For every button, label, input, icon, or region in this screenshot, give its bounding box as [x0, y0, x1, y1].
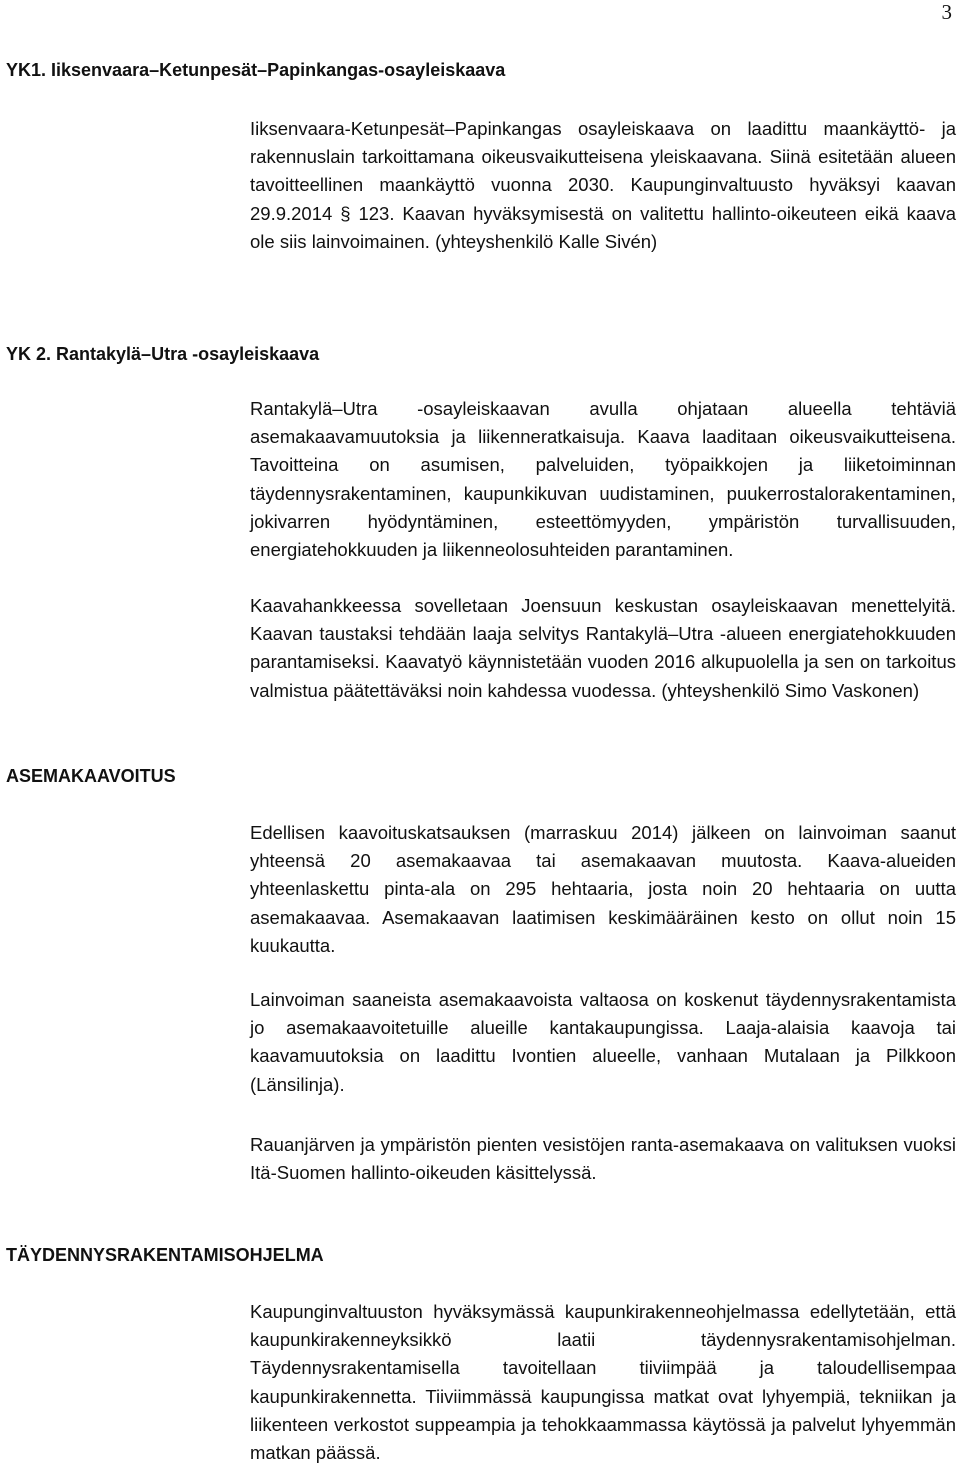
page-number: 3 [941, 0, 952, 24]
section-heading-asemakaavoitus: ASEMAKAAVOITUS [6, 766, 176, 786]
section-heading-taydennysrakentamisohjelma: TÄYDENNYSRAKENTAMISOHJELMA [6, 1245, 324, 1265]
section-heading-yk2: YK 2. Rantakylä–Utra -osayleiskaava [6, 344, 320, 364]
section-paragraph-yk2-2: Kaavahankkeessa sovelletaan Joensuun keskustan osayleiskaavan menettelyitä. Kaavan taustaksi tehdään laaja selvitys Rantakylä–Utra -alueen energiatehokkuuden parantamiseksi. Kaavatyö käynnistetään vuoden 2016 alkupuolella ja sen on tarkoitus valmistua päätettäväksi noin kahdessa vuodessa. (yhteyshenkilö Simo Vaskonen) [250, 595, 956, 701]
section-paragraph-yk2-1: Rantakylä–Utra -osayleiskaavan avulla ohjataan alueella tehtäviä asemakaavamuutoksia ja liikenneratkaisuja. Kaava laaditaan oikeusvaikutteisena. Tavoitteina on asumisen, palveluiden, työpaikkojen ja liiketoiminnan täydennysrakentaminen, kaupunkikuvan uudistaminen, puukerrostalorakentaminen, jokivarren hyödyntäminen, esteettömyyden, ympäristön turvallisuuden, energiatehokkuuden ja liikenneolosuhteiden parantaminen. [250, 398, 956, 561]
section-paragraph-taydennysrakentamisohjelma: Kaupunginvaltuuston hyväksymässä kaupunkirakenneohjelmassa edellytetään, että kaupunkirakenneyksikkö laatii täydennysrakentamisohjelman. Täydennysrakentamisella tavoitellaan tiiviimpää ja taloudellisempaa kaupunkirakennetta. Tiiviimmässä kaupungissa matkat ovat lyhyempiä, tekniikan ja liikenteen verkostot suppeampia ja tehokkaammassa käytössä ja palvelut lyhyemmän matkan päässä. [250, 1301, 956, 1464]
section-paragraph-asemakaavoitus-2: Lainvoiman saaneista asemakaavoista valtaosa on koskenut täydennysrakentamista jo asemakaavoitetuille alueille kantakaupungissa. Laaja-alaisia kaavoja tai kaavamuutoksia on laadittu Ivontien alueelle, vanhaan Mutalaan ja Pilkkoon (Länsilinja). [250, 989, 956, 1095]
section-paragraph-asemakaavoitus-3: Rauanjärven ja ympäristön pienten vesistöjen ranta-asemakaava on valituksen vuoksi Itä-Suomen hallinto-oikeuden käsittelyssä. [250, 1134, 956, 1184]
section-heading-yk1: YK1. Iiksenvaara–Ketunpesät–Papinkangas-osayleiskaava [6, 60, 506, 80]
section-paragraph-yk1: Iiksenvaara-Ketunpesät–Papinkangas osayleiskaava on laadittu maankäyttö- ja rakennuslain tarkoittamana oikeusvaikutteisena yleiskaavana. Siinä esitetään alueen tavoitteellinen maankäyttö vuonna 2030. Kaupunginvaltuusto hyväksyi kaavan 29.9.2014 § 123. Kaavan hyväksymisestä on valitettu hallinto-oikeuteen eikä kaava ole siis lainvoimainen. (yhteyshenkilö Kalle Sivén) [250, 118, 956, 252]
section-paragraph-asemakaavoitus-1: Edellisen kaavoituskatsauksen (marraskuu 2014) jälkeen on lainvoiman saanut yhteensä 20 asemakaavaa tai asemakaavan muutosta. Kaava-alueiden yhteenlaskettu pinta-ala on 295 hehtaaria, josta noin 20 hehtaaria on uutta asemakaavaa. Asemakaavan laatimisen keskimääräinen kesto on ollut noin 15 kuukautta. [250, 822, 956, 956]
